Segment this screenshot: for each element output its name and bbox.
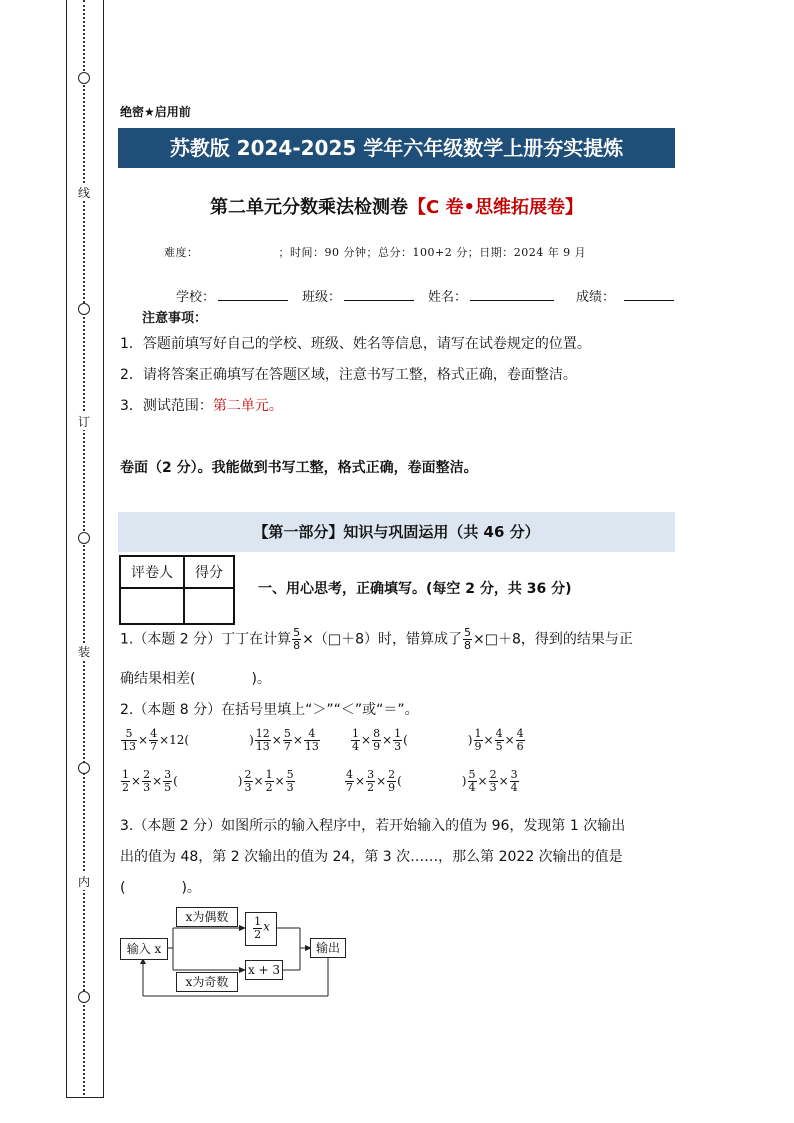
question-2: 2.（本题 8 分）在括号里填上“＞”“＜”或“＝”。 xyxy=(120,702,419,718)
binding-hole xyxy=(78,991,90,1003)
question-1-line2: 确结果相差( )。 xyxy=(120,671,271,687)
flow-even-condition: x为偶数 xyxy=(176,907,238,927)
flow-output-box: 输出 xyxy=(310,938,346,958)
class-field[interactable] xyxy=(344,286,414,301)
flow-half-box: $\frac{1}{2}$ x xyxy=(245,912,277,946)
fraction: $\frac{5}{8}$ xyxy=(293,626,301,652)
comparison-4: $\frac{4}{7}$ × $\frac{3}{2}$ × $\frac{2}{9}$ ( ) $\frac{5}{4}$ × $\frac{2}{3}$ × $\frac{3}{4}$ xyxy=(346,768,518,794)
notice-item-2: 2．请将答案正确填写在答题区域，注意书写工整，格式正确，卷面整洁。 xyxy=(120,367,577,383)
question-3-line3: ( )。 xyxy=(120,880,201,896)
comparison-2: $\frac{1}{4}$ × $\frac{8}{9}$ × $\frac{1}{3}$ ( ) $\frac{1}{9}$ × $\frac{4}{5}$ × $\frac{4}{6}$ xyxy=(352,727,524,753)
binding-hole xyxy=(78,762,90,774)
grader-header: 评卷人 xyxy=(120,556,184,588)
question-3-line1: 3.（本题 2 分）如图所示的输入程序中，若开始输入的值为 96，发现第 1 次输出 xyxy=(120,818,626,834)
notice-title: 注意事项： xyxy=(142,311,208,326)
subtitle xyxy=(118,193,675,219)
difficulty-label: 难度： xyxy=(164,246,199,259)
binding-hole xyxy=(78,303,90,315)
test-scope: 第二单元。 xyxy=(212,398,283,414)
name-label: 姓名： xyxy=(428,290,468,305)
exam-meta xyxy=(164,244,586,260)
score-label: 成绩： xyxy=(576,290,616,305)
neatness-note: 卷面（2 分）。我能做到书写工整，格式正确，卷面整洁。 xyxy=(120,460,478,476)
school-field[interactable] xyxy=(218,286,288,301)
subtitle-tag: 【C 卷•思维拓展卷】 xyxy=(408,197,583,218)
subtitle-main: 第二单元分数乘法检测卷 xyxy=(210,197,408,218)
school-label: 学校： xyxy=(176,290,216,305)
part1-title: 【第一部分】知识与巩固运用（共 46 分） xyxy=(118,512,675,552)
binding-line xyxy=(78,0,92,1095)
question-1: 1.（本题 2 分）丁丁在计算 $\frac{5}{8}$ ×（□＋8）时，错算成了 $\frac{5}{8}$ ×□＋8，得到的结果与正 xyxy=(120,626,633,652)
flow-odd-condition: x为奇数 xyxy=(176,972,238,992)
grader-cell[interactable] xyxy=(120,588,184,624)
comparison-3: $\frac{1}{2}$ × $\frac{2}{3}$ × $\frac{3}{5}$ ( ) $\frac{2}{3}$ × $\frac{1}{2}$ × $\frac{5}{3}$ xyxy=(122,768,294,794)
score-field[interactable] xyxy=(624,286,674,301)
binding-hole xyxy=(78,532,90,544)
class-label: 班级： xyxy=(302,290,342,305)
fraction: $\frac{5}{8}$ xyxy=(464,626,472,652)
binding-char-zhuang: 装 xyxy=(77,645,90,659)
binding-char-xian: 线 xyxy=(77,186,90,200)
confidential-label: 绝密★启用前 xyxy=(120,105,191,119)
title-banner: 苏教版 2024-2025 学年六年级数学上册夯实提炼 xyxy=(118,128,675,168)
name-field[interactable] xyxy=(470,286,554,301)
notice-item-1: 1．答题前填写好自己的学校、班级、姓名等信息，请写在试卷规定的位置。 xyxy=(120,336,591,352)
section-one-title: 一、用心思考，正确填写。(每空 2 分，共 36 分) xyxy=(258,581,572,597)
score-table xyxy=(119,555,235,625)
flow-input-box: 输入 x xyxy=(120,938,168,960)
comparison-1: $\frac{5}{13}$ × $\frac{4}{7}$ ×12( ) $\frac{12}{13}$ × $\frac{5}{7}$ × $\frac{4}{13}$ xyxy=(122,727,319,753)
dotted-line xyxy=(83,0,87,1095)
binding-hole xyxy=(78,72,90,84)
binding-char-nei: 内 xyxy=(77,875,90,889)
score-cell[interactable] xyxy=(184,588,234,624)
notice-item-3: 3．测试范围：第二单元。 xyxy=(120,398,283,414)
binding-char-ding: 订 xyxy=(77,415,90,429)
flow-plus3-box: x + 3 xyxy=(245,960,283,980)
score-header: 得分 xyxy=(184,556,234,588)
meta-details: ；时间：90 分钟；总分：100+2 分；日期：2024 年 9 月 xyxy=(278,246,587,259)
question-3-line2: 出的值为 48，第 2 次输出的值为 24，第 3 次……，那么第 2022 次输出的值是 xyxy=(120,849,623,865)
fraction-half: $\frac{1}{2}$ xyxy=(254,915,262,941)
